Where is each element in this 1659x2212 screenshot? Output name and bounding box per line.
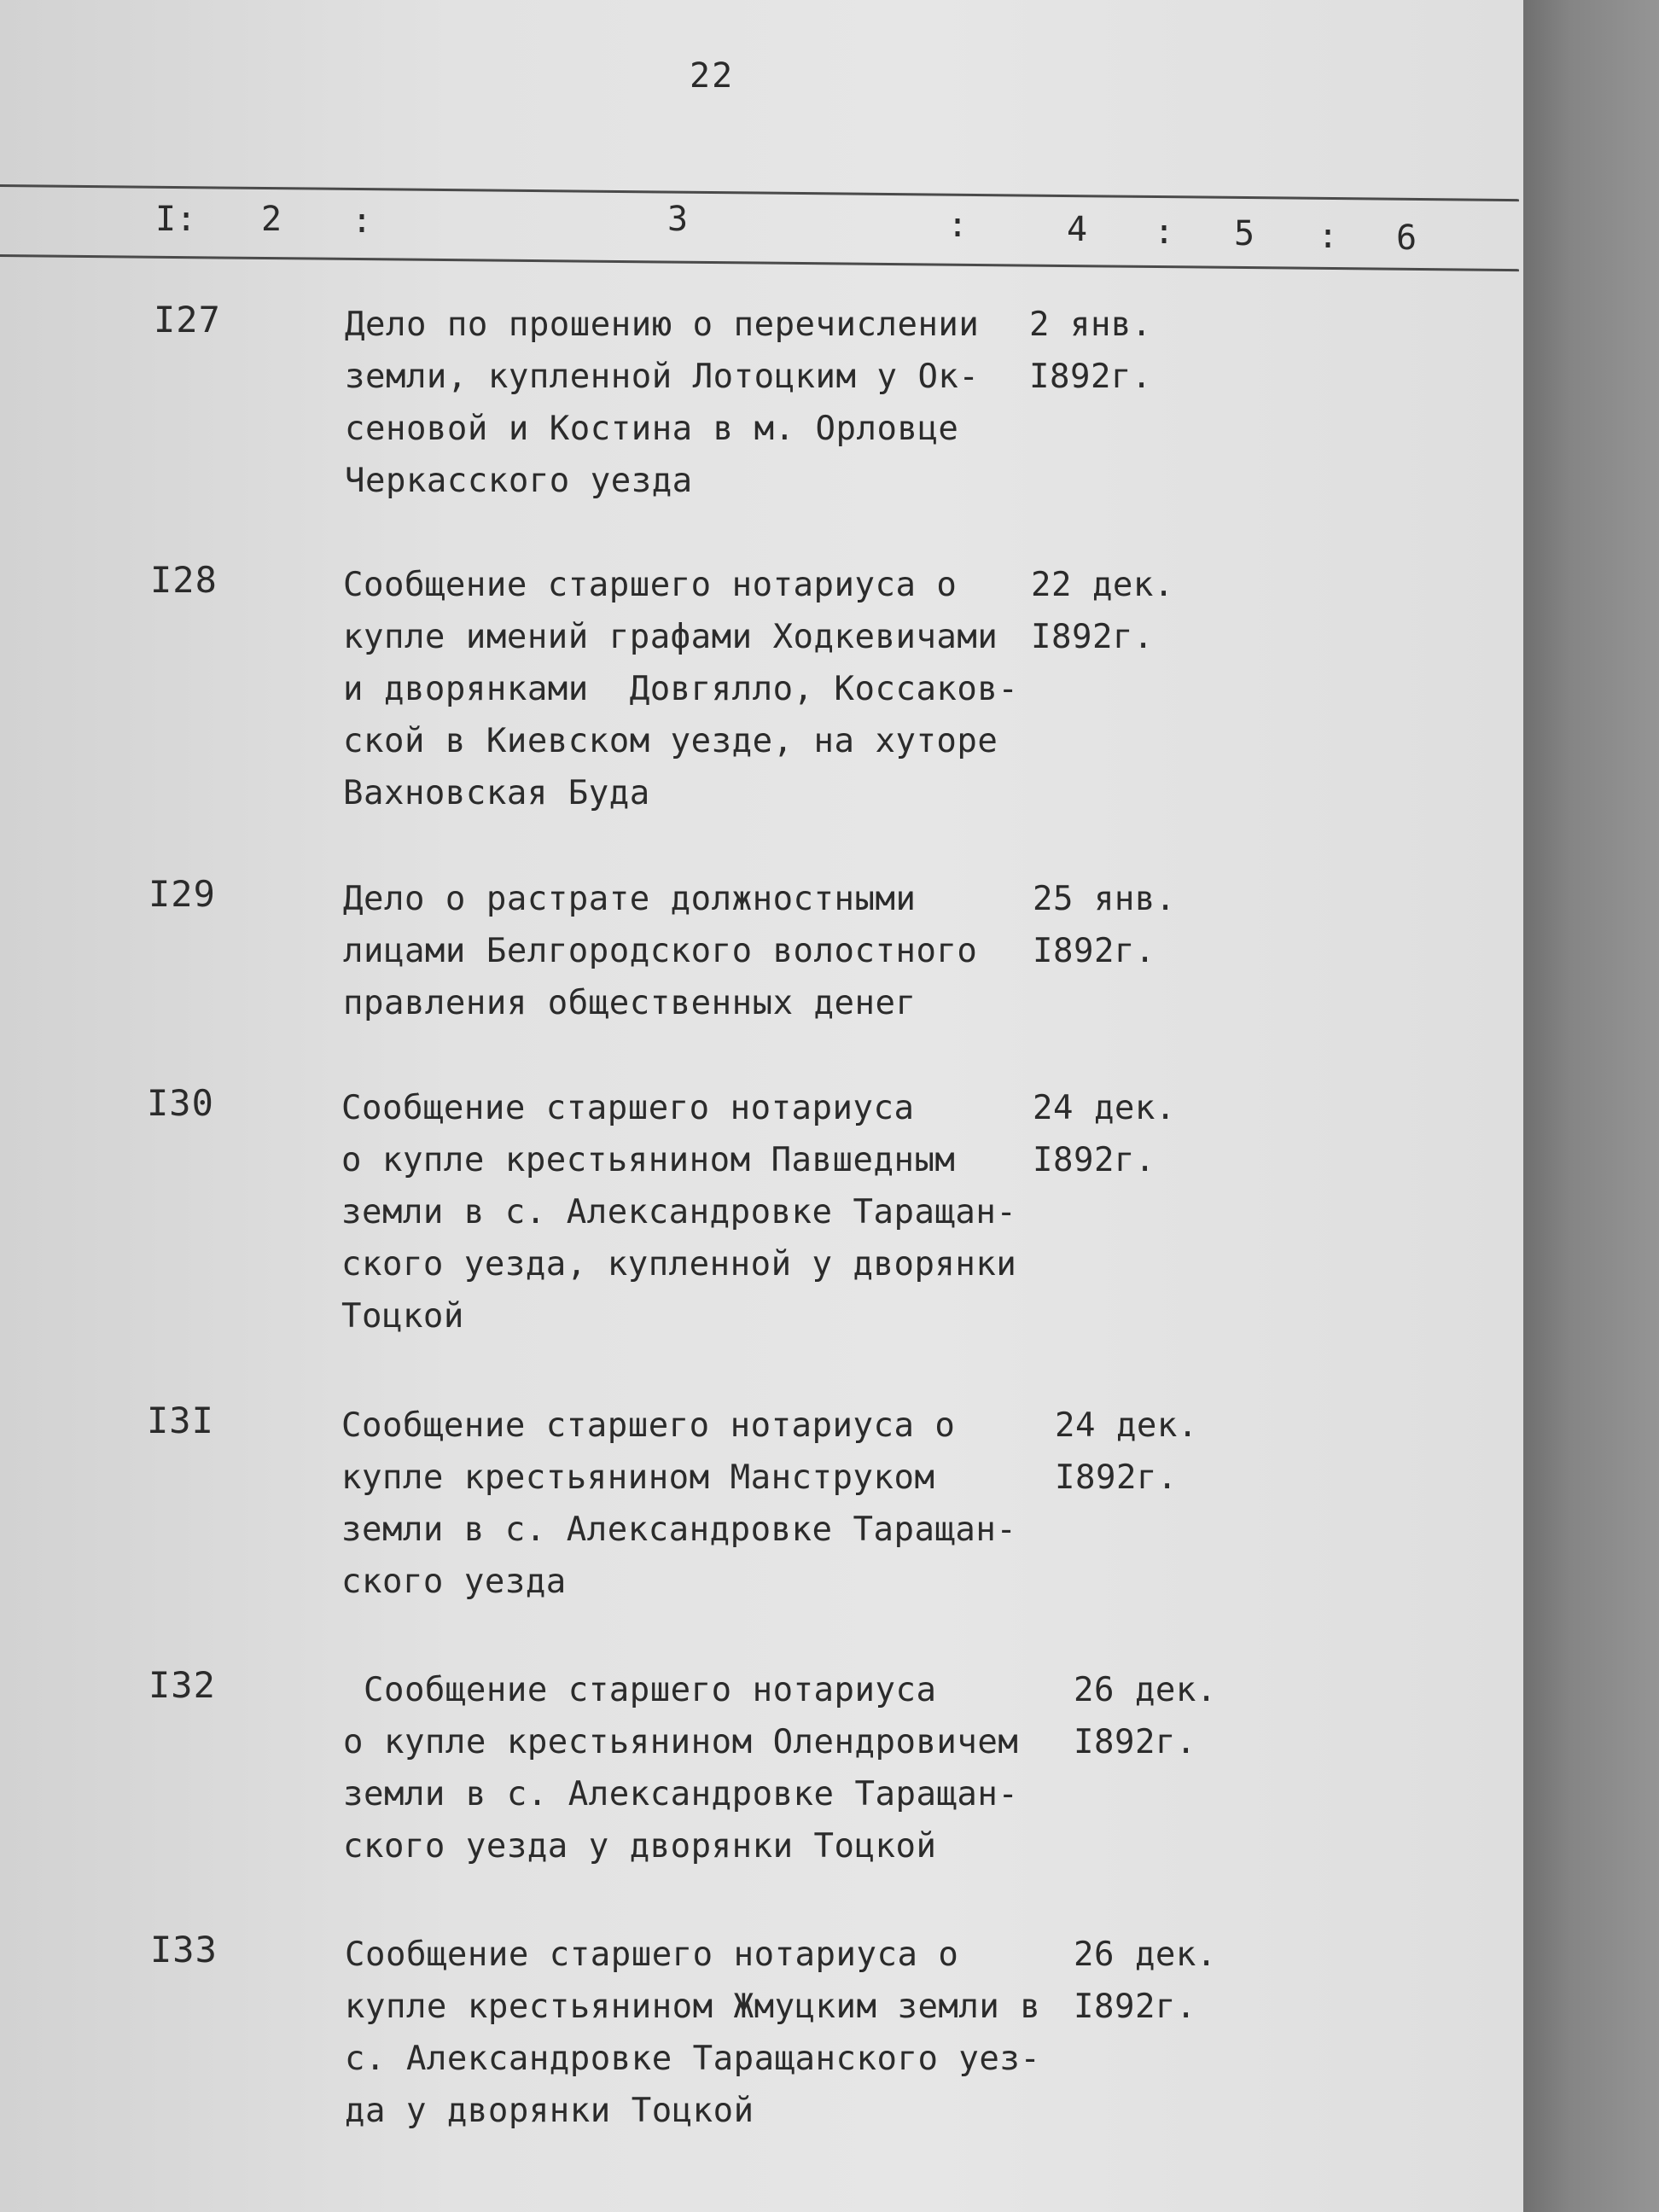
date-line: 24 дек. (1055, 1406, 1198, 1445)
entry-number: I30 (147, 1082, 214, 1124)
date-line: 24 дек. (1033, 1089, 1176, 1127)
date-line: I892г. (1031, 618, 1154, 656)
table-header-bottom-rule (0, 254, 1519, 271)
description-line: купле имений графами Ходкевичами (343, 618, 998, 656)
column-5-header: 5 (1234, 214, 1255, 253)
date-line: I892г. (1033, 932, 1155, 970)
description-line: Сообщение старшего нотариуса о (343, 566, 958, 604)
entry-description (343, 559, 1018, 819)
description-line: Тоцкой (341, 1297, 464, 1336)
entry-description (341, 1400, 1016, 1608)
entry-date (1055, 1400, 1198, 1504)
column-2-header: 2 (261, 200, 282, 239)
description-line: о купле крестьянином Павшедным (341, 1141, 956, 1179)
date-line: I892г. (1055, 1458, 1178, 1497)
date-line: I892г. (1029, 358, 1152, 396)
date-line: I892г. (1033, 1141, 1155, 1179)
description-line: земли в с. Александровке Таращан- (343, 1775, 1019, 1813)
entry-number: I33 (150, 1929, 218, 1970)
column-separator: : (1318, 217, 1339, 256)
entry-date (1029, 299, 1152, 403)
description-line: земли, купленной Лотоцким у Ок- (345, 358, 980, 396)
entry-date (1033, 873, 1176, 977)
description-line: Черкасского уезда (345, 462, 693, 500)
entry-description (345, 299, 979, 507)
description-line: о купле крестьянином Олендровичем (343, 1723, 1019, 1761)
description-line: да у дворянки Тоцкой (345, 2092, 754, 2130)
description-line: Вахновская Буда (343, 774, 650, 812)
description-line: купле крестьянином Жмуцким земли в (345, 1988, 1041, 2026)
description-line: Дело по прошению о перечислении (345, 306, 980, 344)
description-line: лицами Белгородского волостного (343, 932, 978, 970)
entry-number: I27 (154, 299, 221, 341)
description-line: ского уезда у дворянки Тоцкой (343, 1827, 937, 1866)
column-3-header: 3 (667, 200, 689, 239)
date-line: I892г. (1074, 1988, 1196, 2026)
description-line: и дворянками Довгялло, Коссаков- (343, 670, 1019, 708)
date-line: 26 дек. (1074, 1671, 1217, 1709)
entry-number: I3I (147, 1400, 214, 1441)
description-line: Сообщение старшего нотариуса (341, 1089, 915, 1127)
description-line: ского уезда (341, 1563, 567, 1601)
date-line: 22 дек. (1031, 566, 1174, 604)
entry-number: I32 (148, 1664, 216, 1706)
entry-description (345, 1929, 1040, 2137)
date-line: I892г. (1074, 1723, 1196, 1761)
description-line: земли в с. Александровке Таращан- (341, 1511, 1017, 1549)
entry-description (343, 1664, 1018, 1872)
description-line: ского уезда, купленной у дворянки (341, 1245, 1017, 1284)
column-separator: : (1154, 212, 1175, 252)
entry-date (1074, 1929, 1217, 2033)
entry-number: I29 (148, 873, 216, 915)
page-number: 22 (690, 56, 735, 96)
description-line: купле крестьянином Манструком (341, 1458, 935, 1497)
date-line: 2 янв. (1029, 306, 1152, 344)
description-line: правления общественных денег (343, 984, 917, 1022)
entry-date (1074, 1664, 1217, 1768)
entry-description (343, 873, 977, 1029)
column-separator: : (947, 206, 969, 245)
table-header-top-rule (0, 184, 1519, 201)
page-edge-shadow (1523, 0, 1659, 2212)
description-line: с. Александровке Таращанского уез- (345, 2040, 1041, 2078)
description-line: Сообщение старшего нотариуса о (341, 1406, 956, 1445)
entry-description (341, 1082, 1016, 1342)
column-1-header: I: (155, 200, 197, 239)
description-line: сеновой и Костина в м. Орловце (345, 410, 959, 448)
column-separator: : (352, 201, 373, 241)
description-line: Сообщение старшего нотариуса (343, 1671, 937, 1709)
description-line: Сообщение старшего нотариуса о (345, 1936, 959, 1974)
entry-date (1031, 559, 1174, 663)
column-4-header: 4 (1067, 210, 1088, 249)
date-line: 25 янв. (1033, 880, 1176, 918)
description-line: Дело о растрате должностными (343, 880, 917, 918)
description-line: земли в с. Александровке Таращан- (341, 1193, 1017, 1231)
column-6-header: 6 (1396, 218, 1417, 258)
entry-date (1033, 1082, 1176, 1186)
entry-number: I28 (150, 559, 218, 601)
date-line: 26 дек. (1074, 1936, 1217, 1974)
description-line: ской в Киевском уезде, на хуторе (343, 722, 998, 760)
